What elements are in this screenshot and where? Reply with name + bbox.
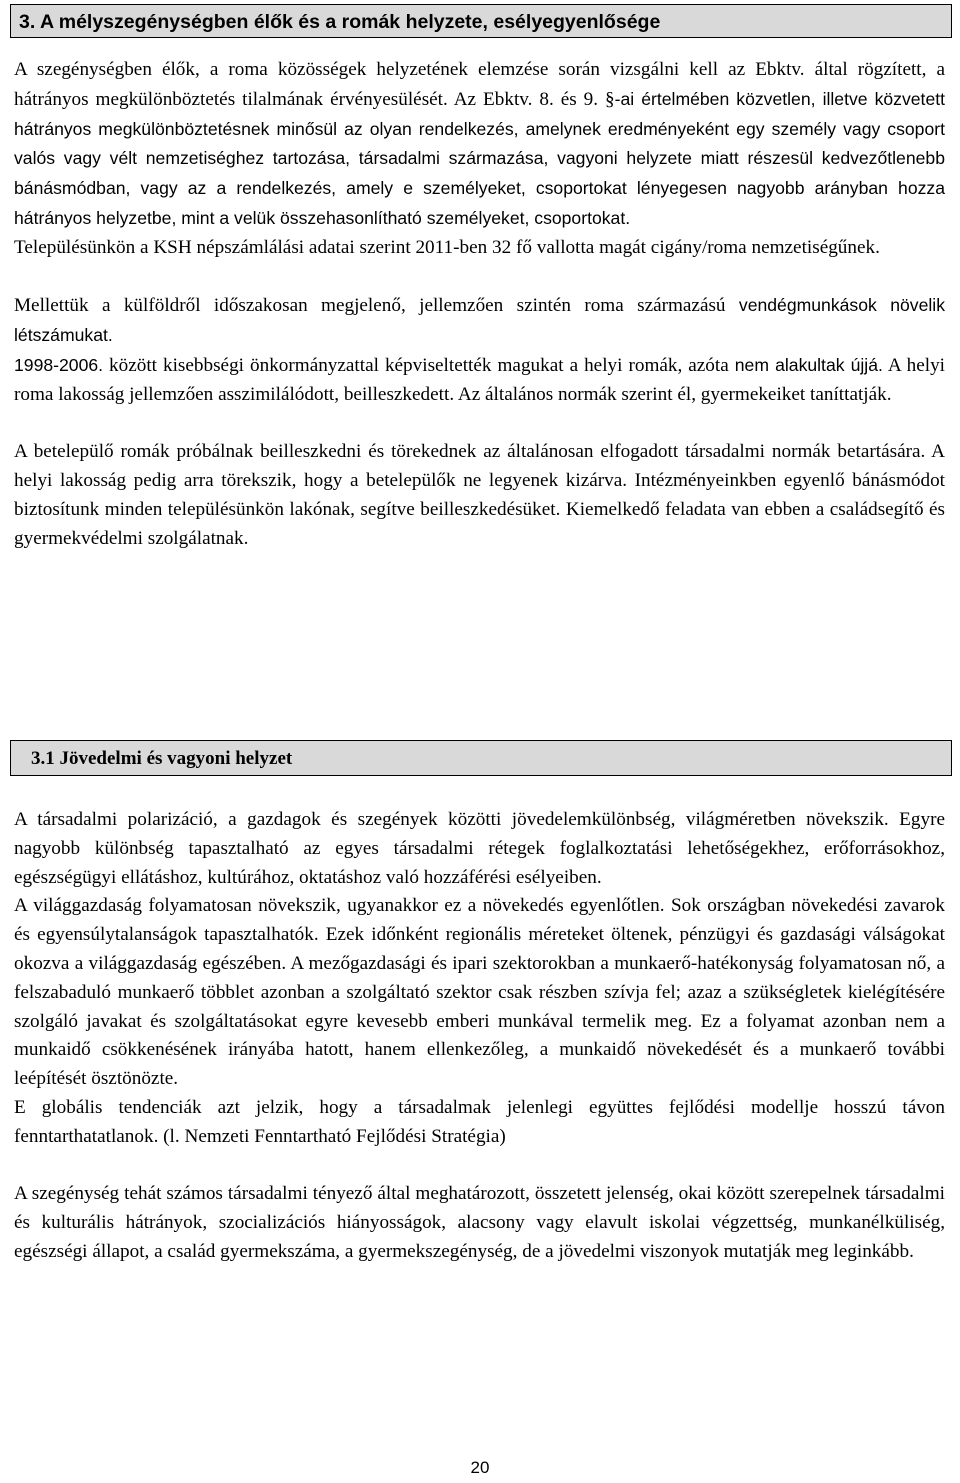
paragraph-text-sans: vendégmunkások növelik létszámukat.	[14, 295, 946, 346]
section-heading: 3. A mélyszegénységben élők és a romák helyzete, esélyegyenlősége	[19, 11, 661, 33]
paragraph-text: A helyi roma lakosság jellemzően asszimilálódott, beilleszkedett. Az általános normák szerint él, gyermekeiket taníttatják.	[14, 354, 946, 405]
spacer	[14, 263, 945, 292]
subsection-heading: 3.1 Jövedelmi és vagyoni helyzet	[31, 748, 293, 769]
paragraph-text-sans: 1998-2006.	[14, 354, 104, 375]
page-number: 20	[470, 1458, 490, 1477]
paragraph: Településünkön a KSH népszámlálási adatai szerint 2011-ben 32 fő vallotta magát cigány/roma nemzetiségűnek.	[14, 236, 880, 258]
paragraph: A betelepülő romák próbálnak beilleszkedni és törekednek az általánosan elfogadott társadalmi normák betartására. A helyi lakosság pedig arra törekszik, hogy a betelepülők ne legyenek kizárva. Intézményeinkben egyenlő bánásmódot biztosítunk minden településünkön lakónak, segítve beilleszkedésüket. Kiemelkedő feladata van ebben a családsegítő és gyermekvédelmi szolgálatnak.	[14, 441, 945, 549]
subsection-body	[14, 806, 945, 1267]
paragraph-text-sans: -ai értelmében közvetlen, illetve közvetett hátrányos megkülönböztetésnek minősül az olyan rendelkezés, amelynek eredményeként egy személy vagy csoport valós vagy vélt nemzetiséghez tartozása, társadalmi származása, vagyoni helyzete miatt részesül kedvezőtlenebb bánásmódban, vagy az a rendelkezés, amely e személyeket, csoportokat lényegesen nagyobb arányban hozza hátrányos helyzetbe, mint a velük összehasonlítható személyeket, csoportokat.	[14, 88, 946, 228]
paragraph-text-sans: nem alakultak újjá.	[734, 354, 883, 375]
paragraph	[14, 56, 945, 234]
spacer	[14, 1152, 945, 1181]
paragraph-text: között kisebbségi önkormányzattal képviseltették magukat a helyi romák, azóta	[103, 354, 735, 376]
subsection-heading-box	[10, 740, 952, 776]
paragraph	[14, 351, 945, 410]
section-body	[14, 56, 945, 554]
paragraph: A szegénység tehát számos társadalmi tényező által meghatározott, összetett jelenség, okai között szerepelnek társadalmi és kulturális hátrányok, szocializációs hiányosságok, alacsony vagy elavult iskolai végzettség, munkanélküliség, egészségi állapot, a család gyermekszáma, a gyermekszegénység, de a jövedelmi viszonyok mutatják meg leginkább.	[14, 1183, 945, 1262]
paragraph: A társadalmi polarizáció, a gazdagok és szegények közötti jövedelemkülönbség, világméretben növekszik. Egyre nagyobb különbség tapasztalható az egyes társadalmi rétegek foglalkoztatási lehetőségekhez, erőforrásokhoz, egészségügyi ellátáshoz, kultúrához, oktatáshoz való hozzáférési esélyeiben.	[14, 809, 945, 888]
paragraph: A világgazdaság folyamatosan növekszik, ugyanakkor ez a növekedés egyenlőtlen. Sok országban növekedési zavarok és egyensúlytalanságok tapasztalhatók. Ezek időnként regionális méreteket öltenek, pénzügyi és gazdasági válságokat okozva a világgazdaság egészében. A mezőgazdasági és ipari szektorokban a munkaerő-hatékonyság folyamatosan nő, a felszabaduló munkaerő többlet azonban a szolgáltató szektor csak részben szívja fel; azaz a szükségletek kielégítésére szolgáló javakat és szolgáltatásokat egyre kevesebb emberi munkával termelik meg. Ez a folyamat azonban nem a munkaidő csökkenésének irányába hatott, hanem ellenkezőleg, a munkaidő növekedését és a munkaerő további leépítését ösztönözte.	[14, 895, 945, 1090]
paragraph: E globális tendenciák azt jelzik, hogy a társadalmak jelenlegi együttes fejlődési modellje hosszú távon fenntarthatatlanok. (l. Nemzeti Fenntartható Fejlődési Stratégia)	[14, 1096, 945, 1147]
section-heading-box	[10, 4, 952, 38]
paragraph-text: Mellettük a külföldről időszakosan megjelenő, jellemzően szintén roma származású	[14, 295, 726, 317]
paragraph	[14, 291, 945, 351]
spacer	[14, 410, 945, 439]
paragraph-text: A szegénységben élők, a roma közösségek helyzetének elemzése során vizsgálni kell az Ebktv. által rögzített, a hátrányos megkülönböztetés tilalmának érvényesülését. Az Ebktv. 8. és 9. §	[14, 59, 945, 110]
